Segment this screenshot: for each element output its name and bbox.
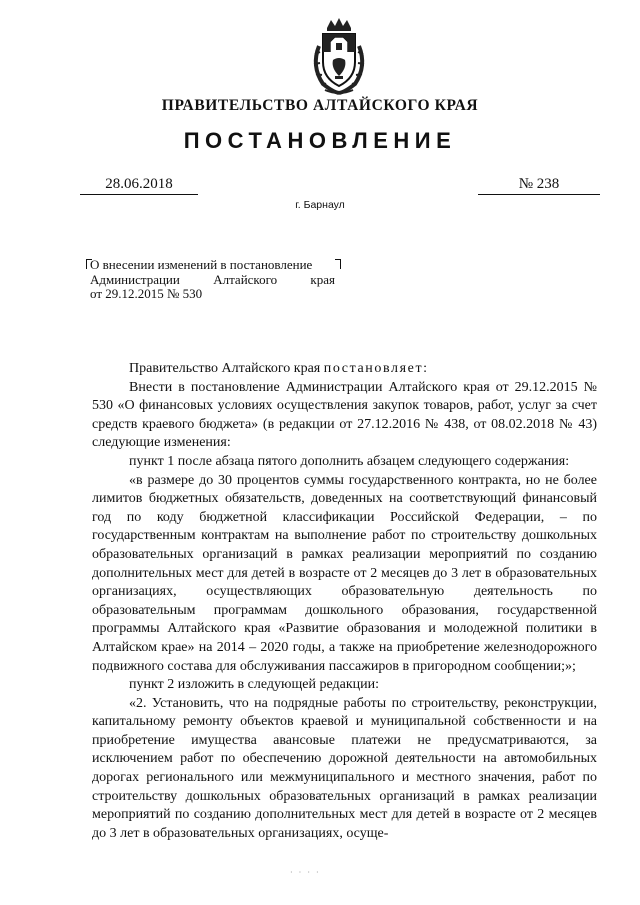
document-subject bbox=[90, 258, 335, 302]
preamble-lead: Правительство Алтайского края bbox=[129, 361, 324, 376]
paragraph-item-1: пункт 1 после абзаца пятого дополнить абзацем следующего содержания: bbox=[129, 453, 570, 469]
paragraph-item-2: пункт 2 изложить в следующей редакции: bbox=[129, 677, 379, 693]
subject-line-3: от 29.12.2015 № 530 bbox=[90, 286, 203, 301]
document-date: 28.06.2018 bbox=[80, 176, 198, 195]
document-number: № 238 bbox=[478, 176, 600, 195]
paragraph-item-2-text: «2. Установить, что на подрядные работы по строительству, реконструкции, капитальному ремонту объектов краевой и муниципальной собственности и на приобретение имущества авансовые платежи не предусматриваются, за исключением работ по обеспечению дорожной деятельности на автомобильных дорогах регионального или межмуниципального и местного значения, работ по строительству дошкольных образовательных организаций в рамках реализации мероприятий по созданию дополнительных мест для детей в возрасте от 2 месяцев до 3 лет в образовательных организациях, осуще- bbox=[92, 695, 597, 841]
subject-line-2: Администрации Алтайского края bbox=[90, 271, 335, 287]
document-body bbox=[92, 360, 597, 843]
paragraph-preamble bbox=[92, 360, 597, 379]
city-label: г. Барнаул bbox=[295, 199, 345, 211]
subject-line-1: О внесении изменений в постановление bbox=[90, 257, 313, 272]
paragraph-item-1-text: «в размере до 30 процентов суммы государственного контракта, но не более лимитов бюджетных обязательств, доведенных на соответствующий финансовый год по коду бюджетной классификации Российской Федерации, – по государственным контрактам на выполнение работ по строительству дошкольных образовательных организаций в рамках реализации мероприятий по созданию дополнительных мест для детей в возрасте от 2 месяцев до 3 лет в образовательных организациях, осуществляющих образовательную деятельность по образовательным программам дошкольного образования, государственной программы Алтайского края «Развитие образования и молодежной политики в Алтайском крае» на 2014 – 2020 годы, а также на приобретение железнодорожного подвижного состава для обслуживания пассажиров в пригородном сообщении;»; bbox=[92, 472, 597, 674]
document-type: ПОСТАНОВЛЕНИЕ bbox=[183, 128, 457, 153]
scan-artifact: · · · · bbox=[290, 868, 321, 877]
coat-of-arms-icon bbox=[305, 16, 373, 96]
preamble-verb: постановляет: bbox=[323, 361, 429, 376]
paragraph-amend-intro: Внести в постановление Администрации Алтайского края от 29.12.2015 № 530 «О финансовых условиях осуществления закупок товаров, работ, услуг за счет средств краевого бюджета» (в редакции от 27.12.2016 № 438, от 08.02.2018 № 43) следующие изменения: bbox=[92, 379, 597, 451]
subject-bracket-right bbox=[335, 259, 341, 269]
government-title: ПРАВИТЕЛЬСТВО АЛТАЙСКОГО КРАЯ bbox=[161, 97, 479, 114]
